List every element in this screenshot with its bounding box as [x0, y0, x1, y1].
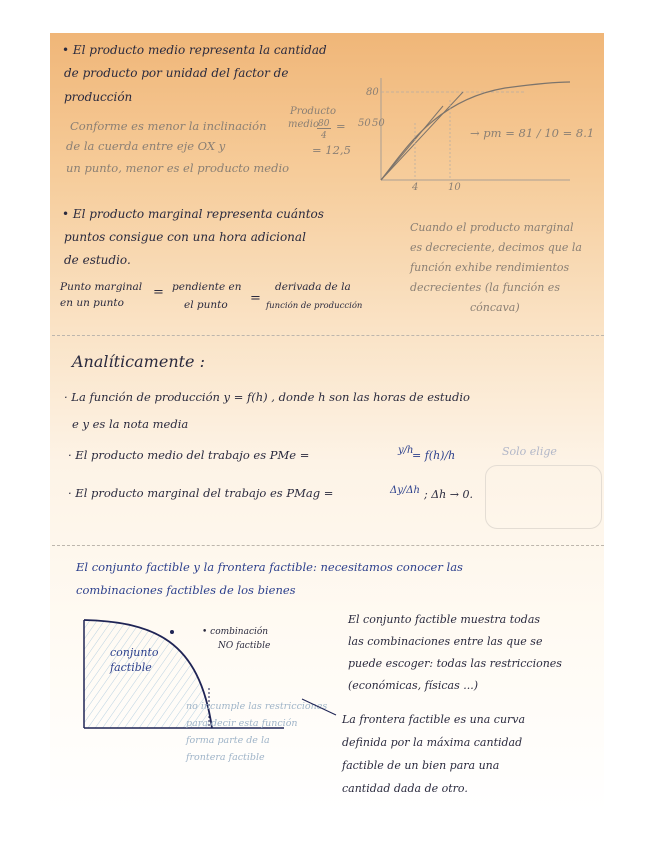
analytic-line-1b: e y es la nota media [72, 417, 189, 431]
decreasing-line-5: cóncava) [470, 301, 520, 314]
analytic-title: Analíticamente : [72, 352, 205, 371]
pmag-fraction: Δy/Δh [390, 485, 420, 496]
feasible-set-desc-1: El conjunto factible muestra todas [348, 613, 541, 626]
graph-x-tick-4: 4 [412, 182, 419, 193]
graph-y-tick-50: 50 [372, 118, 385, 129]
side-note-solo-elige: Solo elige [502, 445, 557, 458]
frontier-desc-2: definida por la máxima cantidad [342, 736, 523, 749]
avg-product-line-3: producción [64, 90, 133, 104]
analytic-line-3: · El producto marginal del trabajo es PMag = [68, 486, 334, 500]
pm-equals-1: = [153, 285, 164, 300]
dashed-divider-2 [52, 545, 604, 546]
pm-left-1: Punto marginal [60, 281, 143, 293]
pm-mid-1: pendiente en [172, 281, 242, 293]
feasible-intro-1: El conjunto factible y la frontera factible: necesitamos conocer las [76, 560, 463, 574]
analytic-line-1a: · La función de producción y = f(h) , donde h son las horas de estudio [64, 390, 470, 404]
pme-fraction: y/h [398, 445, 414, 456]
feasible-set-desc-4: (económicas, físicas ...) [348, 679, 478, 692]
formula-denominator: 4 [321, 131, 327, 141]
label-infeasible-2: NO factible [218, 641, 271, 651]
formula-equals: = [336, 119, 346, 133]
faint-box [485, 465, 602, 529]
marginal-line-3: de estudio. [64, 253, 131, 267]
pale-note-1: no incumple las restricciones [186, 701, 328, 712]
marginal-line-1: • El producto marginal representa cuántos [62, 207, 324, 221]
frontier-desc-1: La frontera factible es una curva [342, 713, 526, 726]
analytic-line-2: · El producto medio del trabajo es PMe = [68, 448, 310, 462]
label-infeasible-1: • combinación [202, 627, 269, 637]
decreasing-line-4: decrecientes (la función es [410, 281, 560, 294]
incline-line-3: un punto, menor es el producto medio [66, 161, 290, 175]
pm-mid-2: el punto [184, 299, 228, 311]
pm-right-2: función de producción [266, 301, 363, 311]
pm-left-2: en un punto [60, 297, 124, 309]
pm-right-1: derivada de la [275, 281, 351, 293]
formula-50: 50 [358, 118, 371, 129]
decreasing-line-2: es decreciente, decimos que la [410, 241, 582, 254]
pale-note-arrow [300, 693, 340, 723]
frontier-desc-4: cantidad dada de otro. [342, 782, 468, 795]
graph-arrow-formula: → pm = 81 / 10 = 8.1 [470, 126, 595, 140]
pale-note-3: forma parte de la [186, 735, 270, 746]
decreasing-line-1: Cuando el producto marginal [410, 221, 574, 234]
formula-result: = 12,5 [312, 143, 351, 157]
pale-note-4: frontera factible [186, 752, 265, 763]
formula-label-1: Producto [290, 106, 337, 117]
marginal-line-2: puntos consigue con una hora adicional [64, 230, 306, 244]
feasible-set-desc-3: puede escoger: todas las restricciones [348, 657, 562, 670]
pmag-limit: ; Δh → 0. [424, 488, 473, 501]
pme-fh-fraction: = f(h)/h [412, 449, 456, 462]
dashed-divider-1 [52, 335, 604, 336]
graph-y-tick-80: 80 [366, 87, 379, 98]
feasible-intro-2: combinaciones factibles de los bienes [76, 583, 296, 597]
avg-product-line-2: de producto por unidad del factor de [64, 66, 289, 80]
pale-note-2: para decir esta función [186, 718, 298, 729]
label-feasible-set-2: factible [110, 661, 152, 674]
incline-line-2: de la cuerda entre eje OX y [66, 139, 226, 153]
frontier-desc-3: factible de un bien para una [342, 759, 500, 772]
incline-line-1: Conforme es menor la inclinación [70, 119, 267, 133]
decreasing-line-3: función exhibe rendimientos [410, 261, 570, 274]
formula-numerator: 80 [318, 119, 330, 129]
pm-equals-2: = [250, 291, 261, 306]
formula-label-2: medio [288, 119, 320, 130]
notebook-page [50, 33, 604, 813]
label-feasible-set-1: conjunto [110, 646, 159, 659]
feasible-set-desc-2: las combinaciones entre las que se [348, 635, 543, 648]
graph-x-tick-10: 10 [448, 182, 461, 193]
avg-product-line-1: • El producto medio representa la cantidad [62, 43, 327, 57]
